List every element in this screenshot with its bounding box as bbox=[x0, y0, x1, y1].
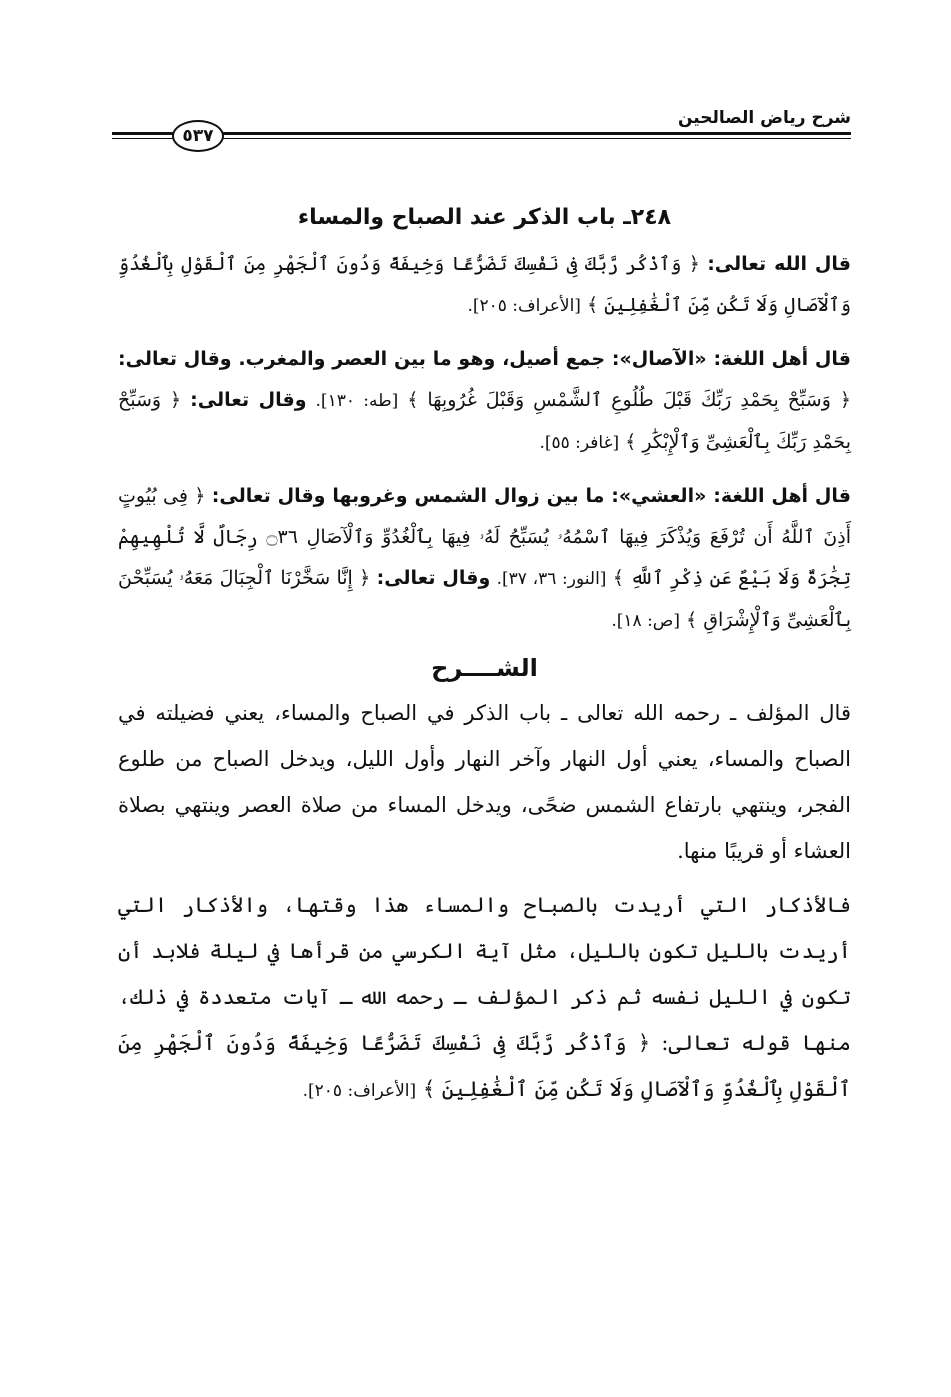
verse-reference: [النور: ٣٦، ٣٧]. bbox=[496, 569, 607, 589]
verse-reference-2: [ص: ١٨]. bbox=[611, 611, 680, 631]
paragraph-2 bbox=[118, 339, 851, 464]
paragraph-lead-2: وقال تعالى: bbox=[376, 567, 491, 589]
header-rule-left bbox=[112, 132, 174, 135]
verse-reference: [طه: ١٣٠]. bbox=[315, 391, 399, 411]
quran-verse: ﴿ وَسَبِّحْ بِحَمْدِ رَبِّكَ قَبْلَ طُلُوعِ ٱلشَّمْسِ وَقَبْلَ غُرُوبِهَا ﴾ bbox=[407, 389, 851, 411]
paragraph-lead: قال الله تعالى: bbox=[707, 253, 851, 275]
paragraph-lead: قال أهل اللغة: «العشي»: ما بين زوال الشمس وغروبها وقال تعالى: bbox=[211, 485, 851, 507]
header-rule-thin bbox=[218, 138, 851, 139]
page-number: ٥٣٧ bbox=[172, 120, 224, 152]
quran-verse: ﴿ فِى بُيُوتٍ أَذِنَ ٱللَّهُ أَن تُرْفَعَ وَيُذْكَرَ فِيهَا ٱسْمُهُۥ يُسَبِّحُ لَهُۥ فِيهَا بِٱلْغُدُوِّ وَٱلْآصَالِ ۝٣٦ رِجَالٌ لَّا تُلْهِيهِمْ تِجَٰرَةٌ وَلَا بَيْعٌ عَن ذِكْرِ ٱللَّهِ ﴾ bbox=[118, 485, 851, 589]
page-content bbox=[118, 205, 851, 1122]
quran-verse: ﴿ وَٱذْكُر رَّبَّكَ فِى نَفْسِكَ تَضَرُّعًا وَخِيفَةً وَدُونَ ٱلْجَهْرِ مِنَ ٱلْقَوْلِ بِٱلْغُدُوِّ وَٱلْآصَالِ وَلَا تَكُن مِّنَ ٱلْغَٰفِلِينَ ﴾ bbox=[118, 253, 851, 316]
paragraph-3 bbox=[118, 476, 851, 642]
quran-verse-2: ﴿ وَسَبِّحْ بِحَمْدِ رَبِّكَ بِٱلْعَشِىِّ وَٱلْإِبْكَٰرِ ﴾ bbox=[118, 389, 851, 453]
verse-reference-2: [غافر: ٥٥]. bbox=[539, 433, 620, 453]
header-rule-left-thin bbox=[112, 138, 174, 139]
quran-verse: ﴿ وَٱذْكُر رَّبَّكَ فِى نَفْسِكَ تَضَرُّعًا وَخِيفَةً وَدُونَ ٱلْجَهْرِ مِنَ ٱلْقَوْلِ بِٱلْغُدُوِّ وَٱلْآصَالِ وَلَا تَكُن مِّنَ ٱلْغَٰفِلِينَ ﴾ bbox=[118, 1031, 851, 1101]
chapter-title: ٢٤٨ـ باب الذكر عند الصباح والمساء bbox=[297, 205, 672, 230]
paragraph-1 bbox=[118, 244, 851, 327]
paragraph-lead: قال أهل اللغة: «الآصال»: جمع أصيل، وهو ما بين العصر والمغرب. وقال تعالى: bbox=[118, 348, 851, 370]
book-title: شرح رياض الصالحين bbox=[677, 108, 851, 128]
explanation-text: فالأذكار التي أريدت بالصباح والمساء هذا وقتها، والأذكار التي أريدت بالليل تكون بالليل، مثل آية الكرسي من قرأها في ليلة فلابد أن تكون في الليل نفسه ثم ذكر المؤلف ـ رحمه الله ـ آيات متعددة في ذلك، منها قوله تعالى: bbox=[118, 893, 851, 1055]
verse-reference: [الأعراف: ٢٠٥]. bbox=[467, 296, 581, 316]
paragraph-lead-2: وقال تعالى: bbox=[190, 389, 307, 411]
page-header bbox=[0, 100, 951, 160]
explanation-paragraph-1: قال المؤلف ـ رحمه الله تعالى ـ باب الذكر في الصباح والمساء، يعني فضيلته في الصباح والمساء، يعني أول النهار وآخر النهار وأول الليل، ويدخل الصباح من طلوع الفجر، وينتهي بارتفاع الشمس ضحًى، ويدخل المساء من صلاة العصر وينتهي بصلاة العشاء أو قريبًا منها. bbox=[118, 701, 851, 863]
verse-reference: [الأعراف: ٢٠٥]. bbox=[302, 1081, 417, 1101]
section-title: الشــــرح bbox=[431, 654, 538, 682]
quran-verse-2: ﴿ إِنَّا سَخَّرْنَا ٱلْجِبَالَ مَعَهُۥ يُسَبِّحْنَ بِٱلْعَشِىِّ وَٱلْإِشْرَاقِ ﴾ bbox=[118, 567, 851, 631]
explanation-paragraph-2 bbox=[118, 882, 851, 1114]
header-rule bbox=[218, 132, 851, 135]
